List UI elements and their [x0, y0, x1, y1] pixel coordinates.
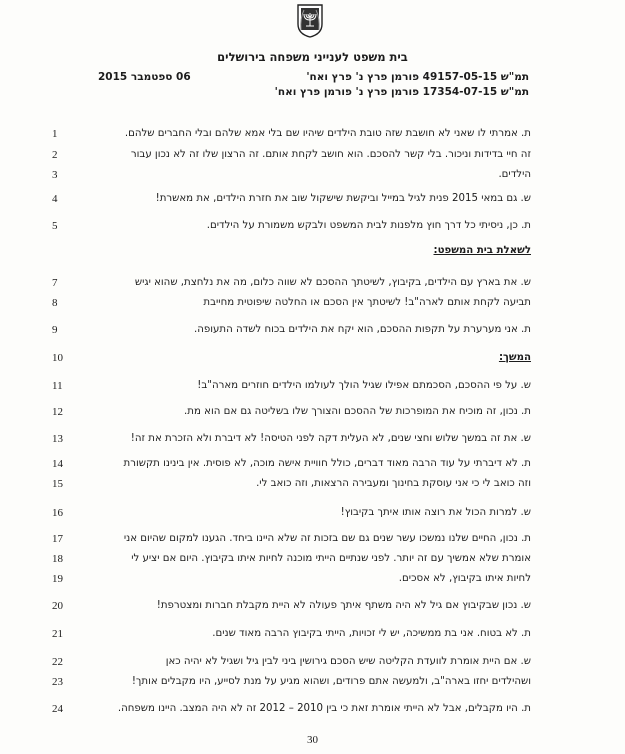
- line-number: 5: [52, 220, 58, 232]
- line-number: 16: [52, 507, 63, 519]
- transcript-line: ש. את בארץ עם הילדים, בקיבוץ, לשיטתך ההסכם לא שווה כלום, מה את נלחצת, שהוא יגיש: [134, 277, 531, 288]
- section-heading: המשך:: [498, 352, 531, 363]
- transcript-line: ת. אמרתי לו שאני לא חושבת שזה טובת הילדים שיהיו שם בלי אמא שלהם ובלי החברים שלהם.: [124, 128, 531, 139]
- line-number: 12: [52, 406, 63, 418]
- transcript-line: ש. נכון שבקיבוץ אם גיל לא היה משתף איתך פעולה לא היית מקבלת חברות ומצטרפת!: [156, 600, 531, 611]
- transcript-line: ש. אם היית אומרת לוועדת הקליטה שיש הסכם גירושין ביני לבין גיל ושגיל לא יהיה כאן: [165, 656, 531, 667]
- line-number: 24: [52, 703, 63, 715]
- transcript-line: תביעה לקחת אותם לארה"ב! לשיטתך אין הסכם או החלטה שיפוטית מחייבת: [203, 297, 531, 308]
- transcript-line: ת. לא בטוח. אני בת ממשיכה, יש לי זכויות, הייתי בקיבוץ הרבה מאוד שנים.: [212, 628, 531, 639]
- transcript-line: זה חיי בדידות וניכור. בלי קשר להסכם. הוא חושב לקחת אותם. זה הרצון שלו זה לא נכון עבור: [130, 149, 531, 160]
- line-number: 15: [52, 478, 63, 490]
- transcript-line: לחיות איתו בקיבוץ, לא אסכים.: [398, 573, 531, 584]
- line-number: 14: [52, 458, 63, 470]
- transcript-line: ת. אני מערערת על תקפות ההסכם, הוא יקח את הילדים בכוח לשדה התעופה.: [194, 324, 531, 335]
- hearing-date: 06 ספטמבר 2015: [98, 71, 191, 83]
- transcript-line: ש. את זה במשך שלוש וחצי שנים, לא העלית דקה לפני הטיסה! לא דיברת ולא הזכרת את זה!: [130, 433, 531, 444]
- transcript-line: הילדים.: [498, 169, 531, 180]
- line-number: 23: [52, 676, 63, 688]
- line-number: 21: [52, 628, 63, 640]
- line-number: 1: [52, 128, 58, 140]
- line-number: 13: [52, 433, 63, 445]
- line-number: 17: [52, 533, 63, 545]
- line-number: 10: [52, 352, 63, 364]
- transcript-line: ת. היו מקבלים, אבל לא הייתי אומרת זאת כי בין 2010 – 2012 זה לא היה המצב. היינו משפחה.: [117, 703, 531, 714]
- line-number: 9: [52, 324, 58, 336]
- transcript-line: ת. נכון, החיים שלנו נמשכו עשר שנים גם שם בזכות זה שלא היינו ביחד. הגענו למקום שהיום אני: [123, 533, 531, 544]
- line-number: 11: [52, 380, 63, 392]
- line-number: 2: [52, 149, 58, 161]
- transcript-line: ת. לא דיברתי על עוד הרבה מאוד דברים, כולל חוויית אישה מוכה, לא פוסית. אין בינינו תקשורת: [123, 458, 531, 469]
- court-name: בית משפט לענייני משפחה בירושלים: [217, 50, 408, 64]
- line-number: 20: [52, 600, 63, 612]
- line-number: 8: [52, 297, 58, 309]
- transcript-line: וזה כואב לי כי אני עוסקת בחינוך ומעבירה הרצאות, וזה כואב לי.: [256, 478, 531, 489]
- transcript-line: ש. גם במאי 2015 פנית לגיל במייל וביקשת שישקול שוב את חזרת הילדים, את מאשרת!: [155, 193, 531, 204]
- transcript-line: ושהילדים יחזו בארה"ב, ולמעשה אתם פרודים, ושהוא מגיע על מנת לסייע, היו מקבלים אותך!: [131, 676, 531, 687]
- line-number: 18: [52, 553, 63, 565]
- case-number-2: תמ"ש 17354-07-15 פורמן פרץ נ' פורמן פרץ ואח': [274, 86, 529, 98]
- page-number: 30: [307, 734, 318, 746]
- transcript-line: אומרת שלא אמשיך עם זה יותר. לפני שנתיים הייתי מוכנה לחיות איתו בקיבוץ. היום אם יציע לי: [131, 553, 531, 564]
- line-number: 22: [52, 656, 63, 668]
- transcript-line: ש. למרות הכול את רוצה אותו איתך בקיבוץ!: [340, 507, 531, 518]
- transcript-line: ת. נכון, זה מוכיח את המופרכות של ההסכם והצורך שלו בשליטה גם אם הוא מת.: [184, 406, 531, 417]
- line-number: 3: [52, 169, 58, 181]
- line-number: 19: [52, 573, 63, 585]
- line-number: 7: [52, 277, 58, 289]
- section-heading: לשאלת בית המשפט:: [433, 245, 531, 256]
- transcript-line: ת. כן, ניסיתי כל דרך חוץ מלפנות לבית המשפט ולבקש משמורת על הילדים.: [206, 220, 531, 231]
- case-number-1: תמ"ש 49157-05-15 פורמן פרץ נ' פרץ ואח': [306, 71, 529, 83]
- line-number: 4: [52, 193, 58, 205]
- transcript-line: ש. על פי ההסכם, הסכמתם אפילו שגיל הולך לעולמו הילדים חוזרים מארה"ב!: [197, 380, 531, 391]
